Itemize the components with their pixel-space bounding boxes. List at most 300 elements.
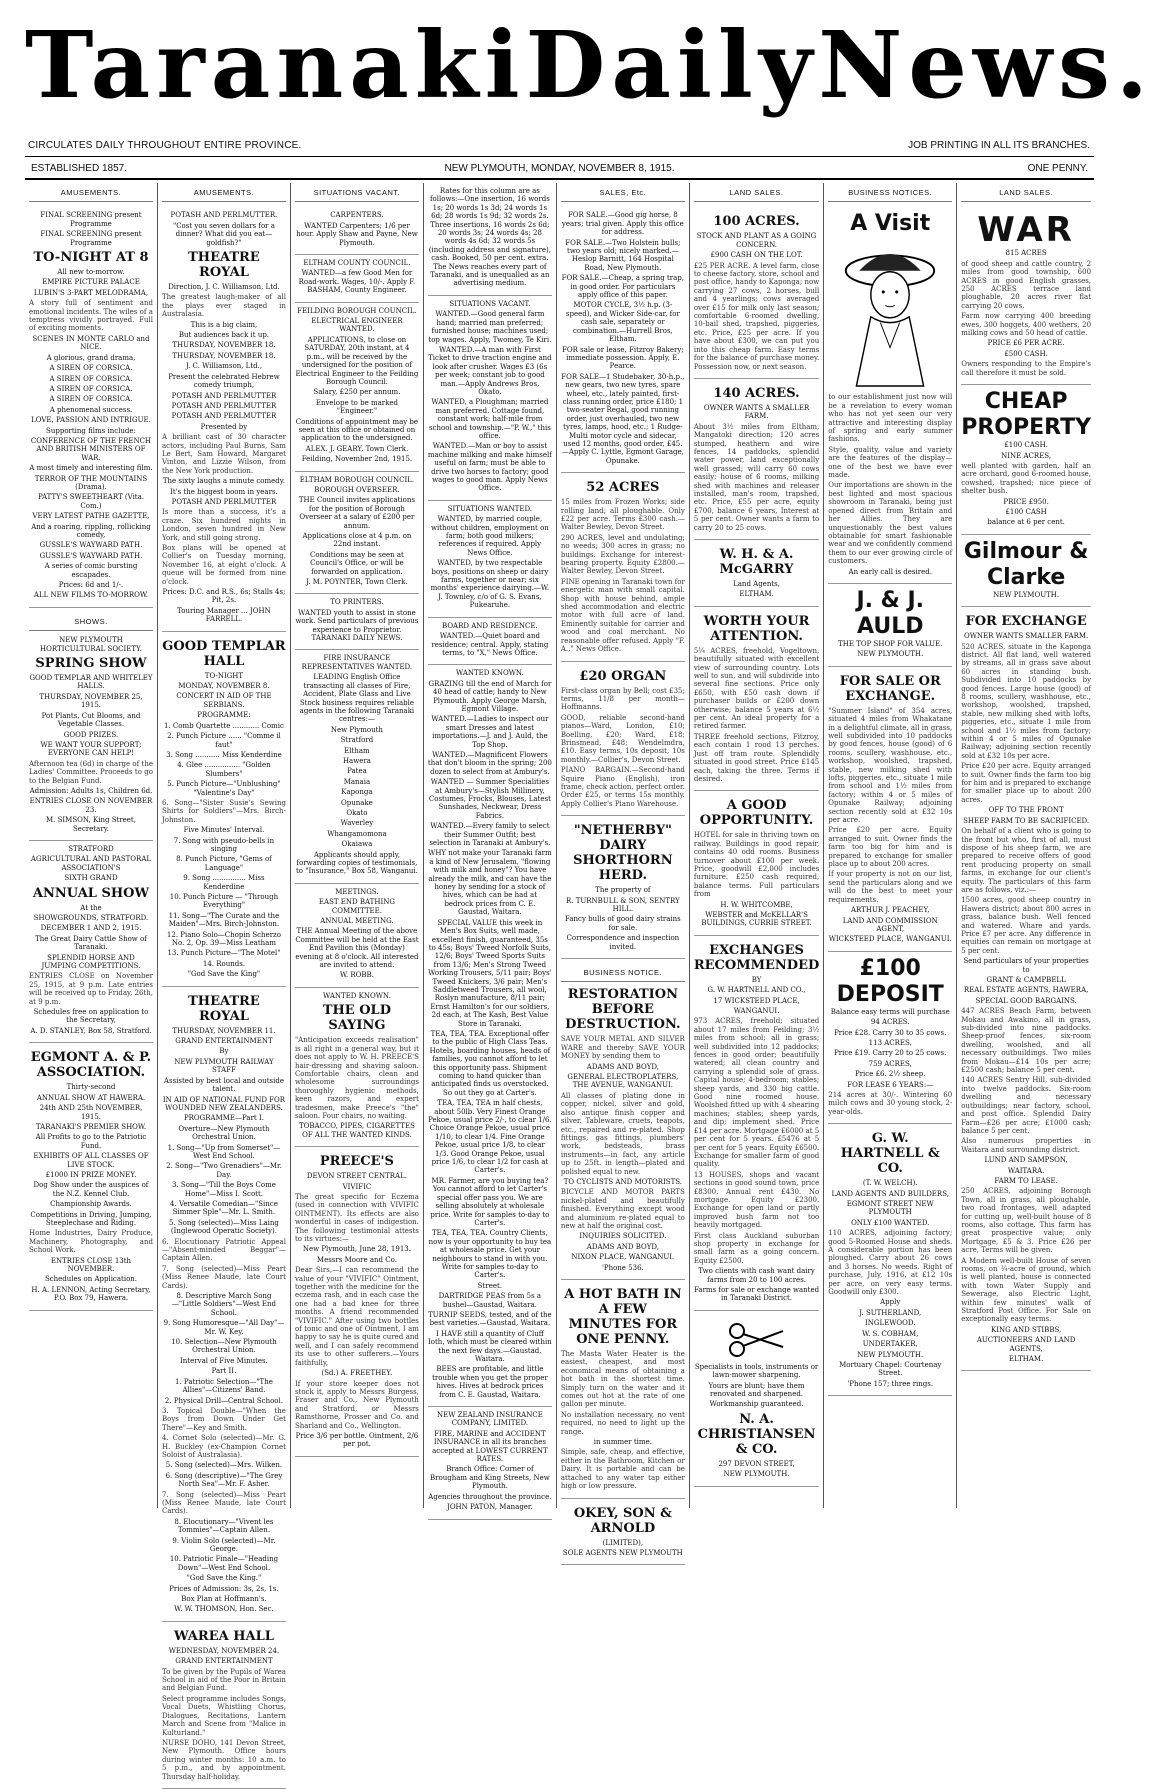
ad-line: WANTED KNOWN. xyxy=(455,669,524,678)
ad-line: The sixty laughs a minute comedy. xyxy=(162,477,286,486)
ad-line: Competitions in Driving, Jumping, Steeplechase and Riding. xyxy=(30,1210,152,1227)
advertisement xyxy=(29,1043,153,1310)
ad-line: BICYCLE AND MOTOR PARTS nickel-plated and beautifully finished. Everything except wood and aluminium re-plated equal to new at half the original cost. xyxy=(560,1188,685,1230)
ad-line: LOVE, PASSION AND INTRIGUE. xyxy=(31,416,151,425)
ad-line: WANTED youth to assist in stone work. Send particulars of previous experience to Proprietor. TARANAKI DAILY NEWS. xyxy=(295,608,419,643)
ad-line: PATTY'S SWEETHEART (Vita. Com.) xyxy=(37,493,145,510)
ad-line: JOHN PATON, Manager. xyxy=(447,1503,533,1512)
ad-line: Salary, £250 per annum. xyxy=(313,388,401,397)
ad-line: PRICE £6 PER ACRE. xyxy=(987,339,1065,348)
masthead-rule-top xyxy=(25,156,1094,157)
ad-line: 6. Song (descriptive)—"The Grey North Sea"—Mr. F. Asher. xyxy=(165,1471,283,1489)
ad-line: 13 HOUSES, shops and vacant sections in good sound town, price £8300. Annual rent £430. No mortgage. Equity £2300. Exchange for open land or partly improved bush farm not too heavily mortgaged. xyxy=(693,1170,820,1230)
ad-line: J. C. Williamson, Ltd., xyxy=(185,362,263,371)
ad-line: Okaiawa xyxy=(341,840,373,849)
section-heading: SHOWS. xyxy=(29,618,153,631)
ad-line: WICKSTEED PLACE, WANGANUI. xyxy=(828,935,952,944)
price-text: ONE PENNY. xyxy=(1027,163,1088,174)
ad-line: FEILDING BOROUGH COUNCIL. xyxy=(297,306,417,315)
ad-line: Send particulars of your properties to xyxy=(963,957,1089,974)
ad-line: MR. Farmer, are you buying tea? You cannot afford to let Carter's special offer pass you. We are selling absolutely at wholesale price. Write for samples to-day to Carter's. xyxy=(430,1176,550,1227)
ad-line: WANTED, by two respectable boys, positions on sheep or dairy farms, together or near; six months' experience dairying.—W. J. Townley, c/o of G. S. Evans, Pukearuhe. xyxy=(430,559,550,610)
ad-line: SAVE YOUR METAL AND SILVER WARE and thereby SAVE YOUR MONEY by sending them to xyxy=(560,1035,685,1061)
ad-line: 94 ACRES. xyxy=(870,1018,910,1027)
ad-headline: N. A. CHRISTIANSEN & CO. xyxy=(697,1411,816,1457)
advertisement xyxy=(428,618,552,666)
ad-line: Two clients with cash want dairy farms from 20 to 100 acres. xyxy=(698,1267,815,1284)
ad-line: £900 CASH ON THE LOT. xyxy=(710,251,803,260)
ad-line: Price £20 per acre. Equity arranged to suit. Owner finds the farm too big for him and is prepared to exchange for smaller place up to about 200 acres. xyxy=(961,762,1092,804)
title-word-2: Daily xyxy=(525,11,819,119)
ad-line: Messrs Moore and Co. xyxy=(316,1255,397,1264)
ad-line: GOOD PRIZES. xyxy=(63,730,119,739)
ad-headline: 100 ACRES. xyxy=(713,214,800,230)
ad-line: Kaponga xyxy=(341,788,373,797)
ad-line: ANNUAL SHOW AT HAWERA. xyxy=(36,1093,146,1102)
ad-line: SITUATIONS WANTED. xyxy=(447,504,533,513)
ad-line: ELTHAM COUNTY COUNCIL. xyxy=(303,259,411,268)
ad-line: Land Agents, xyxy=(733,580,780,588)
ad-headline: FOR SALE OR EXCHANGE. xyxy=(839,673,941,704)
ad-line: 113 ACRES, xyxy=(868,1038,912,1047)
ad-line: Eltham xyxy=(344,746,370,755)
ad-line: ELTHAM. xyxy=(1008,1355,1044,1364)
ad-line: Stratford xyxy=(340,736,374,745)
ad-line: GUSSLE'S WAYWARD PATH. xyxy=(39,541,143,550)
ad-line: 250 ACRES, adjoining Borough Town, all in grass, all ploughable, two road frontages, well adapted for cutting up, well-built house of 8 rooms, also cottage. This farm has great prospective value; only Mortgage, £5 & 3. Price £26 per acre, Terms will be given. xyxy=(961,1187,1092,1255)
ad-line: "Summer Island" of 354 acres, situated 4 miles from Whakatane in a delightful climate, all in grass, well subdivided into 10 paddocks by good fences, house (good) of 6 rooms, scullery, washhouse, etc., workshop, woolshed, trapshed, stable, new milking shed with lofts, piggeries, etc., situate 1 mile from school and 1½ miles from factory; within 4 or 5 miles of Opunake Railway; adjoining section recently sold at £32 10s per acre. xyxy=(828,706,953,825)
ad-line: All classes of plating done in copper, nickel, silver and gold, also antique finish copper and silver. Tableware, cruets, teapots, etc., repaired and re-plated. Shop fittings, gas fittings, plumbers' work, bedsteads, brass instruments—in fact, any article up to 25ft. in length—plated and polished equal to new. xyxy=(560,1091,685,1176)
ad-line: Afternoon tea (6d) in charge of the Ladies' Committee. Proceeds to go to the Belgian Fund. xyxy=(29,759,153,785)
ad-line: Championship Awards. xyxy=(50,1200,132,1209)
ad-line: THURSDAY, NOVEMBER 18. xyxy=(172,351,276,360)
ad-line: CONCERT IN AID OF THE SERBIANS. xyxy=(176,692,272,709)
ad-line: REAL ESTATE AGENTS, HAWERA, xyxy=(963,986,1089,995)
ad-line: 'Phone 157; three rings. xyxy=(847,1379,934,1388)
ad-line: It's the biggest boom in years. xyxy=(170,487,278,496)
ad-headline: G. W. HARTNELL & CO. xyxy=(840,1131,940,1177)
ad-line: SITUATIONS VACANT. xyxy=(449,299,531,308)
ad-line: 4. Cornet Solo (selected)—Mr. G. H. Buckley (ex-Champion Cornet Soloist of Australasia). xyxy=(161,1434,286,1459)
ad-line: J. SUTHERLAND, xyxy=(859,1308,922,1317)
advertisement xyxy=(295,594,419,650)
ad-line: EGMONT STREET NEW PLYMOUTH xyxy=(846,1200,934,1217)
ad-line: ELTHAM BOROUGH COUNCIL. xyxy=(299,475,415,484)
advertisement xyxy=(828,1124,952,1396)
ad-line: TEA, TEA, TEA. Country Clients, now is your opportunity to buy tea at wholesale price. Get your neighbours to stand in with you. Write for samples to-day to Carter's. xyxy=(428,1229,552,1280)
ad-line: 14. Rounds. xyxy=(202,959,246,968)
ad-headline: J. & J. AULD xyxy=(856,587,925,639)
ad-line: W. W. THOMSON, Hon. Sec. xyxy=(174,1605,274,1614)
advertisement xyxy=(295,1147,419,1457)
ad-line: THE TOP SHOP FOR VALUE. xyxy=(838,639,943,648)
dateline-text: NEW PLYMOUTH, MONDAY, NOVEMBER 8, 1915. xyxy=(444,163,675,174)
advertisement xyxy=(428,1407,552,1519)
ad-line: But audiences back it up. xyxy=(178,331,270,340)
scissors-icon xyxy=(727,1319,787,1359)
ad-line: CARPENTERS. xyxy=(330,211,384,220)
woman-portrait-illustration xyxy=(842,239,938,389)
ad-line: POTASH AND PERLMUTTER. xyxy=(170,211,278,220)
ad-line: Okato xyxy=(346,808,368,817)
ad-line: SHOWGROUNDS, STRATFORD. xyxy=(33,914,149,922)
ad-line: 447 ACRES Beach Farm, between Mokau and Awakino, all in grass, sub-divided into nine paddocks. Sheep-proof fences, six-room dwelling, woolshed, and all necessary outbuildings. Two miles from Mokau—£14 10s per acre; £2500 cash; balance 5 per cent. xyxy=(961,1007,1092,1075)
ad-line: GRAZING till the end of March for 40 head of cattle; handy to New Plymouth. Apply George Marsh, Egmont Village. xyxy=(428,679,552,713)
ad-line: £100 CASH. xyxy=(1004,441,1048,450)
ad-line: Prices: D.C. and R.S., 6s; Stalls 4s; Pit, 2s. xyxy=(162,588,286,605)
ad-line: TURNIP SEEDS, tested, and of the best varieties.—Gaustad, Waitara. xyxy=(428,1310,552,1328)
ad-line: SHEEP FARM TO BE SACRIFICED. xyxy=(963,816,1090,825)
ad-line: Admission: Adults 1s, Children 6d. xyxy=(29,786,153,795)
ad-line: 5. Song (selected)—Mrs. Wilken. xyxy=(165,1461,283,1470)
ad-line: WANTED.—Man or boy to assist machine milking and make himself useful on farm; must be able to drive two horses to factory; good wages to good man. Apply News Office. xyxy=(427,442,552,493)
ad-line: Manaia xyxy=(343,777,371,786)
ad-line: On behalf of a client who is going to the front but who, first of all, must dispose of his sheep farm, we are prepared to receive offers of good rent producing property on small farms, in exchange for our client's equity. The particulars of this farm are as follows, viz.:— xyxy=(961,827,1092,894)
advertisement xyxy=(295,988,419,1147)
ad-line: POTASH AND PERLMUTTER xyxy=(171,412,277,421)
ad-line: 7. Song (selected)—Miss Peart (Miss Renee Maude, late Court Cards). xyxy=(161,1264,286,1290)
ad-line: NEW ZEALAND INSURANCE COMPANY, LIMITED. xyxy=(436,1411,543,1428)
ad-line: FOR LEASE 6 YEARS:— xyxy=(847,1080,934,1089)
advertisement xyxy=(561,1280,685,1499)
ad-line: If your store keeper does not stock it, apply to Messrs Burgess, Fraser and Co., New Plymouth and Stratford, or Messrs Ramsthorne, Prosser and Co. and Sharland and Co., Wellington. xyxy=(294,1379,419,1430)
ad-line: 12. Piano Solo—Chopin Scherzo No. 2, Op. 39—Miss Leatham xyxy=(166,930,281,948)
ad-line: Select programme includes Songs, Vocal Duets, Whistling Chorus, Dialogues, Recitations, Lantern March and Scene from "Malice in Kulturland." xyxy=(161,1694,286,1737)
ad-line: All new to-morrow. xyxy=(57,268,125,277)
ad-line: Patea xyxy=(347,767,367,776)
ad-line: BOROUGH OVERSEER. xyxy=(314,485,400,494)
ad-line: Direction, J. C. Williamson, Ltd. xyxy=(168,283,280,292)
ad-line: By xyxy=(219,1047,229,1056)
ad-line: 290 ACRES, level and undulating; no weeds; 300 acres in grass; no buildings. Exchange for interest-bearing property. Equity £2800.—Walter Bewley, Devon Street. xyxy=(560,533,685,576)
ad-line: 2. Physical Drill—Central School. xyxy=(164,1396,283,1405)
ad-line: A glorious, grand drama, xyxy=(46,353,136,362)
ad-line: APPLICATIONS, to close on SATURDAY, 20th instant, at 4 p.m., will be received by the undersigned for the position of Electrical Engineer to the Feilding Borough Council. xyxy=(295,335,419,386)
ad-line: FARM TO LEASE. xyxy=(994,1176,1058,1185)
ad-line: 7. Song with pseudo-bells in singing xyxy=(173,836,275,853)
ad-line: WAITARA. xyxy=(1007,1166,1045,1175)
ad-headline: WAREA HALL xyxy=(174,1628,274,1644)
ad-line: 214 acres at 30/-. Wintering 60 milch cows and 30 young stock, 2-year-olds. xyxy=(828,1090,953,1116)
column-2 xyxy=(158,183,291,1781)
ad-line: SPLENDID HORSE AND JUMPING COMPETITIONS. xyxy=(41,953,141,971)
ad-line: The great specific for Eczema (used in connection with VIVIFIC OINTMENT). Its effects are also wonderful in cases of indigestion. The following testimonial attests to its virtues:— xyxy=(294,1192,419,1243)
ad-headline: THE OLD SAYING xyxy=(322,1003,391,1034)
ad-line: EMPIRE PICTURE PALACE xyxy=(42,278,140,287)
ad-line: EXHIBITS OF ALL CLASSES OF LIVE STOCK. xyxy=(33,1152,149,1169)
ad-line: TERROR OF THE MOUNTAINS (Drama). xyxy=(34,474,148,491)
column-5 xyxy=(557,183,690,1557)
column-8 xyxy=(957,183,1095,1508)
ad-line: well planted with garden, half an acre orchard, good 6-roomed house, cowshed, trapshed; nice piece of shelter bush. xyxy=(961,461,1092,496)
dateline-strip xyxy=(25,161,1094,177)
ad-line: Workmanship guaranteed. xyxy=(709,1400,804,1409)
ad-line: R. TURNBULL & SON, SENTRY HILL. xyxy=(565,896,680,913)
ad-line: FINE opening in Taranaki town for energetic man with small capital. Shop with house behind, ample shed accommodation and electric motor with full acre of land. Eminently suitable for carrier and wood and coal merchant. No reasonable offer refused. Apply "F. A.," News Office. xyxy=(560,577,685,654)
ad-line: 2. Song—"Two Grenadiers"—Mr. Day. xyxy=(166,1162,282,1179)
ad-line: GRANT & CAMPBELL xyxy=(986,976,1066,984)
tagline-right: JOB PRINTING IN ALL ITS BRANCHES. xyxy=(908,140,1090,151)
advertisement xyxy=(694,1311,819,1487)
ad-line: First class Auckland suburban shop property in exchange for small farm as a going concern. Equity £2500. xyxy=(693,1231,820,1265)
ad-line: 815 ACRES xyxy=(1005,249,1047,258)
ad-line: WANTED, by married couple, without children, employment on farm; both good milkers; references if required. Apply News Office. xyxy=(430,515,549,557)
ad-line: 9. Song Humoresque—"All Day"—Mr. W. Key. xyxy=(163,1319,285,1336)
ad-line: WEDNESDAY, NOVEMBER 24. xyxy=(168,1646,280,1655)
ad-line: Pot Plants, Cut Blooms, and Vegetable Classes. xyxy=(41,711,141,729)
ad-line: WANTED KNOWN. xyxy=(323,991,391,1000)
ad-line: 5¼ ACRES, freehold, Vogeltown, beautifully situated with excellent view of surrounding country. Lots well to sun, and will subdivide into several fine sections. Price only £650, with £50 cash down if purchaser builds or £200 down otherwise; balance 5 years at 6½ per cent. An ideal property for a retired farmer. xyxy=(693,646,820,731)
ad-line: Assisted by best local and outside talent. xyxy=(163,1076,284,1094)
ad-line: 6. Song—"Sister Susie's Sewing Shirts for Soldiers"—Mrs. Birch-Johnston. xyxy=(161,798,286,824)
ad-line: 1. Comb Quartette ............ Comic xyxy=(164,721,284,730)
masthead-rule-bottom xyxy=(25,178,1094,180)
ad-line: TO PRINTERS. xyxy=(330,598,384,607)
advertisement xyxy=(295,207,419,255)
column-4 xyxy=(424,183,557,1512)
ad-line: £500 CASH. xyxy=(1004,349,1048,358)
ad-line: NIXON PLACE, WANGANUI. xyxy=(571,1253,675,1262)
ad-line: SOLE AGENTS NEW PLYMOUTH xyxy=(562,1548,683,1557)
ad-line: GOOD TEMPLAR AND WHITELEY HALLS. xyxy=(29,674,153,691)
ad-line: ALL NEW FILMS TO-MORROW. xyxy=(33,591,149,600)
ad-line: 5. Punch Picture—"Unblushing" "Valentine's Day" xyxy=(167,780,281,797)
ad-line: OWNER WANTS SMALLER FARM. xyxy=(963,632,1089,641)
ad-line: Home Industries, Dairy Produce, Machinery, Photography, and School Work. xyxy=(29,1229,153,1255)
ad-headline: W. H. & A. McGARRY xyxy=(719,547,794,577)
ad-line: EAST END BATHING COMMITTEE. xyxy=(318,898,395,915)
ad-line: AGRICULTURAL AND PASTORAL ASSOCIATION'S xyxy=(30,855,152,872)
ad-line: M. SIMSON, King Street, Secretary. xyxy=(46,816,136,833)
ad-line: BEES are profitable, and little trouble when you get the proper hives. Hives at bedrock prices from C. E. Gaustad, Waitara. xyxy=(432,1365,548,1399)
ad-line: Applicants should apply, forwarding copies of testimonials, to "Insurance," Box 58, Wanganui. xyxy=(295,850,418,876)
ad-line: THURSDAY, NOVEMBER 18. xyxy=(172,341,276,350)
column-1 xyxy=(25,183,158,1508)
ad-line: 8. Punch Picture, "Gems of Language" xyxy=(176,855,272,872)
ad-line: W. ROBB. xyxy=(339,971,374,980)
ad-headline: THEATRE ROYAL xyxy=(188,250,260,281)
ad-line: NEW PLYMOUTH. xyxy=(857,1350,924,1359)
advertisement xyxy=(961,535,1091,607)
ad-line: balance at 6 per cent. xyxy=(987,518,1065,527)
advertisement xyxy=(694,379,819,540)
ad-line: Simple, safe, cheap, and effective, either in the Bathroom, Kitchen or Dairy. It is portable and can be attached to any water tap either high or low pressure. xyxy=(560,1448,685,1491)
ad-line: Is more than a success, it's a craze. Six hundred nights in London, seven hundred in New York, and still going strong. xyxy=(161,508,286,542)
ad-headline: 140 ACRES. xyxy=(713,385,800,401)
ad-line: FIRE, MARINE and ACCIDENT INSURANCE in all its branches accepted at LOWEST CURRENT RATES. xyxy=(432,1429,548,1464)
ad-line: WEBSTER and McKELLAR'S BUILDINGS, CURRIE STREET. xyxy=(701,910,812,928)
ad-headline: £100 DEPOSIT xyxy=(836,955,944,1007)
title-word-1: Taranaki xyxy=(25,11,526,119)
ad-line: "Cost you seven dollars for a dinner? What did you eat—goldfish?" xyxy=(172,221,275,247)
ad-line: ALEX. J. GEARY, Town Clerk. xyxy=(305,444,409,453)
ad-line: A SIREN OF CORSICA. xyxy=(49,364,133,373)
ad-line: A story full of sentiment and emotional incidents. The wiles of a temptress vividly portrayed. Full of exciting moments. xyxy=(29,299,153,333)
ad-line: ADAMS AND BOYD, xyxy=(586,1242,659,1251)
ad-line: Price £20 per acre. Equity arranged to suit. Owner finds the farm too big for him and is prepared to exchange for smaller place up to about 200 acres. xyxy=(828,826,953,869)
advertisement xyxy=(162,1622,286,1789)
ad-line: (T. W. WELCH). xyxy=(862,1179,918,1188)
ad-line: W. S. COBHAM, xyxy=(862,1329,919,1338)
ad-line: TO-NIGHT xyxy=(204,671,244,680)
advertisement xyxy=(694,540,819,607)
ad-line: G. W. HARTNELL AND CO., xyxy=(707,986,806,995)
column-heading: LAND SALES. xyxy=(694,189,819,202)
ad-line: Street. xyxy=(477,1281,503,1290)
ad-line: FINAL SCREENING present Programme xyxy=(40,230,142,247)
ad-line: 7. Song (selected)—Miss Peart (Miss Renee Maude, late Court Cards). xyxy=(161,1490,286,1516)
ad-headline: EXCHANGES RECOMMENDED xyxy=(693,942,820,973)
column-heading: AMUSEMENTS. xyxy=(162,189,286,202)
advertisement xyxy=(162,632,286,987)
ad-line: Also numerous properties in Waitara and surrounding district. xyxy=(961,1137,1092,1154)
ad-headline: RESTORATION BEFORE DESTRUCTION. xyxy=(565,987,681,1033)
ad-line: J. M. POYNTER, Town Clerk. xyxy=(306,578,408,587)
ad-line: UNDERTAKER, xyxy=(862,1340,918,1349)
advertisement xyxy=(561,473,685,661)
ad-line: WANTED.—Good general farm hand; married man preferred; furnished house; machines used; top wages. Apply, Twomey, Te Kiri. xyxy=(428,310,552,344)
ad-line: PROGRAMME—Part I. xyxy=(183,1114,264,1123)
ad-line: ENTRIES CLOSE 13th NOVEMBER. xyxy=(50,1256,132,1273)
ad-line: PROGRAMME: xyxy=(197,711,251,720)
ad-line: 15 miles from Frozen Works; side rolling land; all ploughable. Only £22 per acre. Terms £300 cash.—Walter Bewley, Devon Street. xyxy=(560,498,685,532)
ad-line: BOARD AND RESIDENCE. xyxy=(442,621,538,630)
ad-line: "God Save the King" xyxy=(187,970,261,979)
ad-line: THE Annual Meeting of the above Committee will be held at the East End Pavilion this (Monday) evening at 8 o'clock. All interested are invited to attend. xyxy=(295,927,419,970)
ad-headline: WORTH YOUR ATTENTION. xyxy=(703,613,810,644)
ad-line: 8. Descriptive March Song—"Little Soldiers"—West End School. xyxy=(171,1292,276,1317)
ad-line: 10. Patriotic Finale—"Heading Down"—West End School. xyxy=(169,1555,279,1572)
ad-line: ENTRIES CLOSE ON NOVEMBER 23. xyxy=(29,797,153,814)
ad-headline: ANNUAL SHOW xyxy=(32,885,150,901)
ad-line: NEW PLYMOUTH HORTICULTURAL SOCIETY. xyxy=(40,636,142,653)
advertisement xyxy=(162,207,286,631)
ad-line: 17 WICKSTEED PLACE, xyxy=(713,996,800,1005)
advertisement xyxy=(428,183,552,296)
ad-line: (LIMITED), xyxy=(602,1538,644,1547)
ad-line: Dog Show under the auspices of the N.Z. Kennel Club. xyxy=(33,1181,149,1198)
ad-line: Price £28. Carry 30 to 35 cows. xyxy=(834,1028,947,1037)
advertisement xyxy=(295,303,419,472)
ad-line: 13. Punch Picture—"The Motel" xyxy=(167,949,281,958)
ad-line: All Profits to go to the Patriotic Fund. xyxy=(35,1133,147,1150)
ad-line: FOR sale or lease, Fitzroy Bakery; immediate possession. Apply, E. Pearce. xyxy=(562,345,684,371)
advertisement xyxy=(428,501,552,618)
ad-headline: 52 ACRES xyxy=(586,480,660,496)
ad-headline: £20 ORGAN xyxy=(579,668,667,684)
ad-line: Correspondence and inspection invited. xyxy=(566,934,680,951)
ad-line: OFF TO THE FRONT xyxy=(988,806,1064,815)
ad-line: Farms for sale or exchange wanted in Taranaki District. xyxy=(694,1286,820,1303)
ad-line: 110 ACRES, adjoining factory; good 5-Roomed House and sheds. A considerable portion has been ploughed. Carry about 26 cows and 3 horses. No weeds. Right of purchase, July, 1916, at £12 10s per acre, on very easy terms. Goodwill only £300. xyxy=(828,1229,953,1297)
ad-line: If your property is not on our list, send the particulars along and we will do the best to meet your requirements. xyxy=(828,870,953,904)
advertisement xyxy=(295,472,419,595)
ad-line: £100 CASH xyxy=(1005,507,1047,516)
ad-line: The property of xyxy=(595,886,651,895)
advertisement xyxy=(29,608,153,841)
ad-line: Prices: 6d and 1/-. xyxy=(58,581,124,590)
ad-line: The greatest laugh-maker of all the plays ever staged in Australasia. xyxy=(161,293,286,319)
ad-line: Touring Manager ... JOHN FARRELL. xyxy=(177,606,271,624)
advertisement xyxy=(561,662,685,817)
ad-line: Part II. xyxy=(211,1367,237,1376)
ad-line: FINAL SCREENING present Programme xyxy=(40,211,142,228)
ad-line: Opunake xyxy=(341,798,373,807)
ad-line: Box plans will be opened at Collier's on Tuesday morning, November 16, at eight o'clock. A queue will be formed from nine o'clock. xyxy=(161,544,286,586)
advertisement xyxy=(295,884,419,988)
ad-line: LUND AND SAMPSON, xyxy=(984,1156,1068,1165)
advertisement xyxy=(828,667,952,952)
ad-line: 9. Violin Solo (selected)—Mr. George. xyxy=(172,1536,276,1553)
advertisement xyxy=(694,791,819,935)
ad-line: A phenomenal success. xyxy=(49,405,133,414)
ad-line: About 3½ miles from Eltham, Mangatoki direction; 120 acres stumped, heathern and wire fences, 14 paddocks, splendid water power, land exceptionally well grassed; will carry 60 cows easily; house of 6 rooms, milking shed with machines and releaser installed, man's room, trapshed, etc. Price, £55 per acre, equity £700, balance 6 years, Interest at 5 per cent. Owner wants a farm to carry 20 to 25 cows. xyxy=(693,422,820,532)
ad-line: At the xyxy=(80,903,102,912)
ad-line: 9. Song ............... Miss Kenderdine xyxy=(183,874,265,891)
ad-line: WANTED—a few Good Men for Road-work. Wages, 10/-. Apply F. BASHAM, County Engineer. xyxy=(298,269,416,295)
ad-headline: "NETHERBY" DAIRY SHORTHORN HERD. xyxy=(573,823,673,884)
ad-line: Price £6. 2½ sheep. xyxy=(854,1070,926,1079)
ad-line: 11. Song—"The Curate and the Maiden"—Mrs. Birch-Johnston. xyxy=(168,911,280,929)
ad-line: Mortuary Chapel: Courtenay Street. xyxy=(839,1360,942,1378)
ad-line: £25 PER ACRE. A level farm, close to cheese factory, store, school and post office, handy to Kaponga; now carrying 27 cows, 2 horses, bull and 4 yearlings; cows averaged over £15 for milk only last season; comfortable 6-roomed dwelling, 10-bail shed, trapshed, piggeries, etc. Price, £25 per acre. If you have about £300, we can put you into this cheap farm. Easy terms for the balance of purchase money. Possession now, or next season. xyxy=(693,261,820,371)
ad-line: THURSDAY, NOVEMBER 25, 1915. xyxy=(39,692,143,710)
ad-line: HOTEL for sale in thriving town on railway. Buildings in good repair, contains 40 odd rooms. Business turnover about £100 per week. Price, goodwill £2,000 includes furniture. £250 cash required, balance terms. Full particulars from xyxy=(693,831,820,899)
ad-line: FOR SALE.—Two Holstein bulls; two years old; nicely marked.—Heslop Barnitt, 164 Hospital Road, New Plymouth. xyxy=(565,238,681,272)
ad-line: Price 3/6 per bottle. Ointment, 2/6 per pot. xyxy=(295,1431,419,1449)
ad-line: To be given by the Pupils of Warea School in aid of the Poor in Britain and Belgian Fund. xyxy=(161,1667,286,1693)
ad-line: 140 ACRES Sentry Hill, sub-divided into twelve paddocks. Six-room dwelling and necessary outbuildings; near factory, school, and post office. Splendid Dairy Farm—£26 per acre; £1000 cash; balance 5 per cent. xyxy=(961,1076,1092,1135)
ad-line: TEA, TEA, TEA in half chests, about 50lb. Very Finest Orange Pekoe, usual price 2/-, to clear 1/6. Choice Orange Pekoe, usual price 1/10, to clear 1/4. Fine Orange Pekoe, usual price 1/8, to clear 1/3. Good Orange Pekoe, usual price 1/6, to clear 1/2 for cash at Carter's. xyxy=(428,1099,552,1175)
ad-line: Apply xyxy=(880,1298,901,1307)
advertisement xyxy=(295,650,419,883)
ad-line: 10. Punch Picture — "Through Everything" xyxy=(169,893,279,910)
ad-line: £1000 IN PRIZE MONEY. xyxy=(45,1170,137,1179)
ad-line: SCENES IN MONTE CARLO and NICE. xyxy=(32,334,150,352)
ad-line: LUBIN'S 3-PART MELODRAMA, xyxy=(33,288,149,297)
ad-headline: PREECE'S xyxy=(319,1154,394,1170)
ad-line: Present the celebrated Hebrew comedy triumph, xyxy=(168,372,280,390)
masthead xyxy=(0,0,1154,185)
ad-line: ENTRIES CLOSE on November 25, 1915, at 9 p.m. Late entries will be received up to Friday, 26th, at 9 p.m. xyxy=(29,972,153,1006)
ad-line: ANNUAL MEETING. xyxy=(320,917,394,926)
ad-line: No installation necessary, no vent required, no need to light up the range. xyxy=(560,1410,685,1436)
advertisement xyxy=(828,584,952,667)
ad-line: WANTED.—Quiet board and residence; central. Apply, stating terms, to "X," News Office. xyxy=(431,632,549,657)
ad-line: 4. Versatile Comedian—"Since Simmer Sple"—Mr. L. Smith. xyxy=(170,1199,278,1217)
ad-line: SPECIAL GOOD BARGAINS. xyxy=(975,996,1077,1005)
ad-line: GRAND ENTERTAINMENT xyxy=(175,1037,273,1046)
ad-line: WANTED.—Magnificent Flowers that don't bloom in the spring; 200 dozen to select from at Ambury's. xyxy=(427,750,552,776)
ad-line: 2. Punch Picture ...... "Comme il faut" xyxy=(167,732,281,749)
ad-line: 'Phone 536. xyxy=(601,1263,644,1272)
column-6 xyxy=(690,183,824,1508)
ad-line: Feilding, November 2nd, 1915. xyxy=(301,455,413,464)
ad-line: Schedules on Application. xyxy=(44,1275,138,1284)
advertisement xyxy=(29,207,153,607)
advertisement xyxy=(694,936,819,1311)
ad-line: FOR SALE.—Good gig horse, 8 years; trial given. Apply this office for address. xyxy=(561,211,684,237)
ad-headline: THEATRE ROYAL xyxy=(188,993,260,1024)
ad-headline: A HOT BATH IN A FEW MINUTES FOR ONE PENNY. xyxy=(564,1287,682,1347)
ad-line: TOBACCO, PIPES, CIGARETTES OF ALL THE WANTED KINDS. xyxy=(298,1122,415,1139)
advertisement xyxy=(961,607,1091,1371)
ad-line: 973 ACRES, freehold; situated about 17 miles from Feilding; 3½ miles from school; all in grass; well subdivided into 12 paddocks; fences in good order; beautifully watered; all clean country and carrying a splendid sole of grass. Capital house; 4-bedroom; stables; sheep yards, and 330 big cattle. Good nine roomed house. Woolshed fitted up with 4 shearing machines; stables; sheep yards, and dip; implement shed. Price £14 per acre. Mortgage £6000 at 5 per cent for 5 years. £5476 at 5 per cent for 5 years. Equity £6500. Exchange for smaller farm of good quality. xyxy=(693,1017,820,1169)
ad-line: THE Council invites applications for the position of Borough Overseer at a salary of £200 per annum. xyxy=(298,496,415,530)
ad-line: TEA, TEA, TEA. Exceptional offer to the public of High Class Teas. Hotels, boarding houses, heads of families, you cannot afford to let this opportunity pass. Shipment coming to hand quicker than anticipated finds us overstocked. So out they go at Carter's. xyxy=(429,1029,551,1097)
ad-line: MEETINGS. xyxy=(335,887,379,896)
ad-line: GENERAL ELECTROPLATERS, THE AVENUE, WANGANUI. xyxy=(567,1073,679,1090)
